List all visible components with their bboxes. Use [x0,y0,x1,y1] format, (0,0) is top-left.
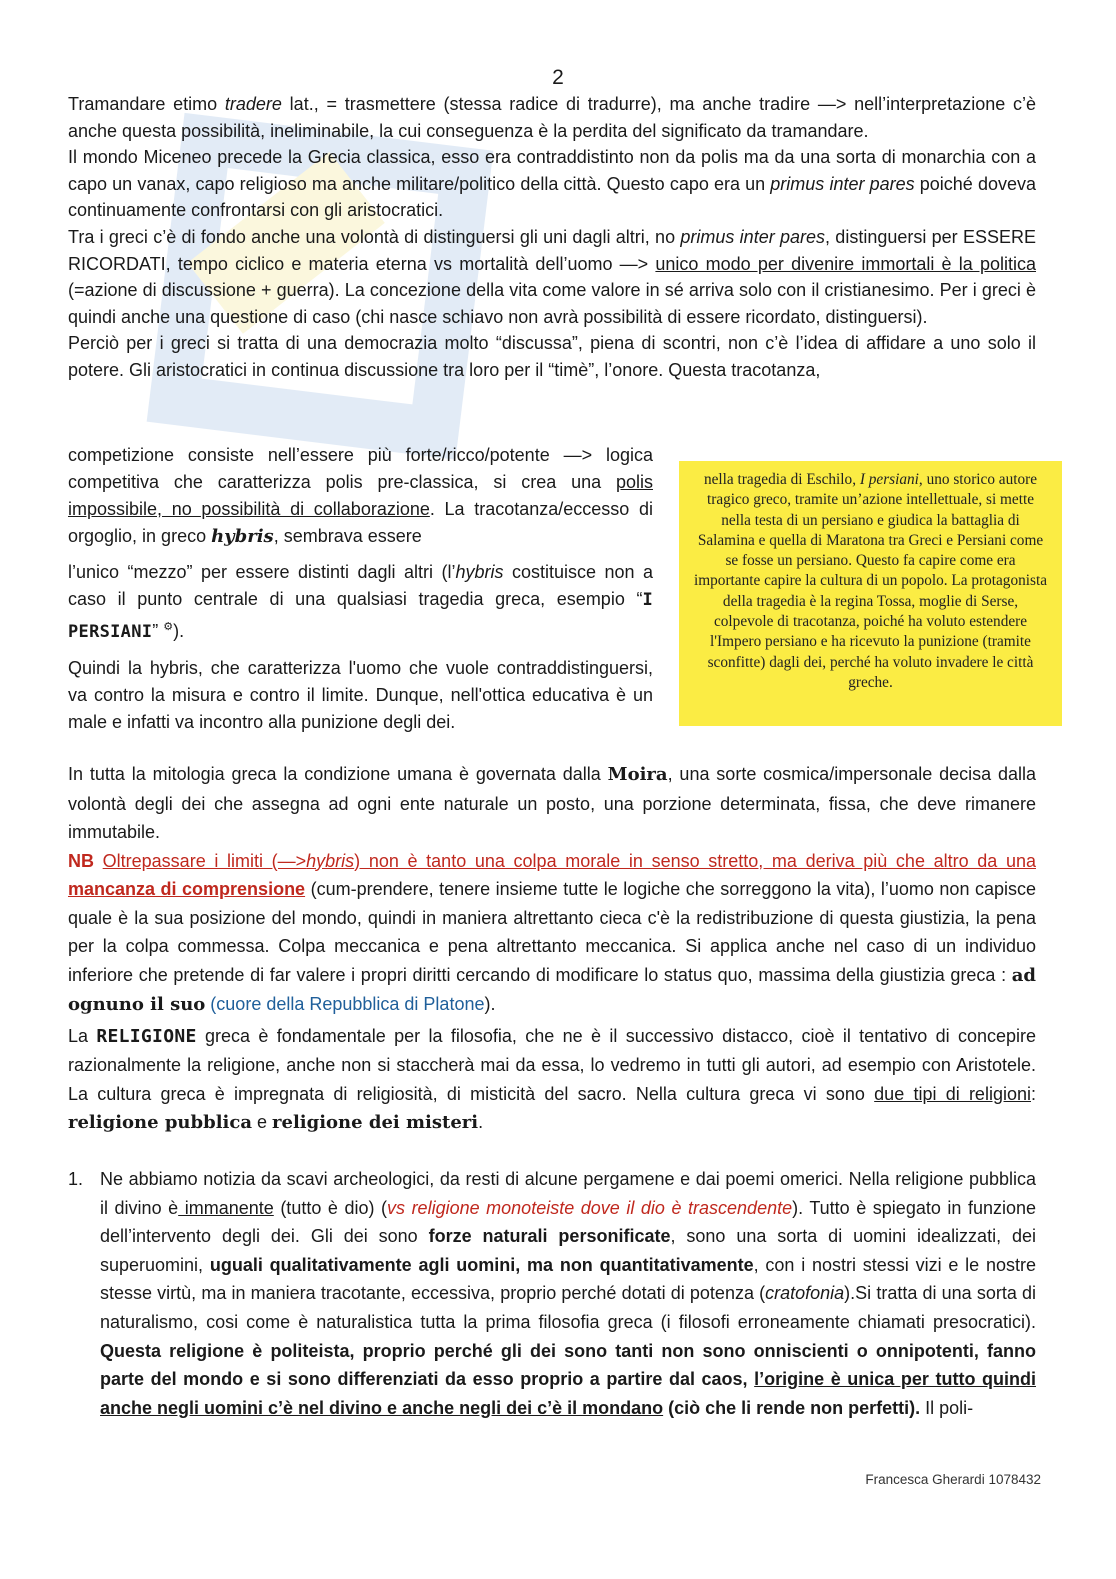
paragraph-lower-block [68,760,1036,1138]
link-icon: ⚙ [163,621,174,633]
sticky-note: nella tragedia di Eschilo, I persiani, uno storico autore tragico greco, tramite un’azione intellettuale, si mette nella testa di un persiano e giudica la battaglia di Salamina e quella di Maratona tra Greci e Persiani come se fosse un persiano. Questo fa capire come era importante capire la cultura di un popolo. La protagonista della tragedia è la regina Tossa, moglie di Serse, colpevole di tracotanza, poiché ha voluto estendere l'Impero persiano e ha ricevuto la punizione (tramite sconfitte) dagli dei, perché ha voluto invadere le città greche. [679,461,1062,726]
paragraph-moira: In tutta la mitologia greca la condizione umana è governata dalla Moira, una sorte cosmica/impersonale decisa dalla volontà degli dei che assegna ad ogni ente naturale un posto, una porzione determinata, fissa, che deve rimanere immutabile. [68,764,1036,842]
paragraph-democrazia: Perciò per i greci si tratta di una democrazia molto “discussa”, piena di scontri, non c’è l’idea di affidare a uno solo il potere. Gli aristocratici in continua discussione tra loro per il “timè”, l’onore. Questa tracotanza, [68,333,1036,380]
paragraph-miceneo: Il mondo Miceneo precede la Grecia classica, esso era contraddistinto non da polis ma da una sorta di monarchia con a capo un vanax, capo religioso ma anche militare/politico della città. Questo capo era un primus inter pares poiché doveva continuamente confrontarsi con gli aristocratici. [68,147,1036,221]
paragraph-mezzo: l’unico “mezzo” per essere distinti dagli altri (l’hybris costituisce non a caso il punto centrale di una qualsiasi tragedia greca, esempio “I PERSIANI” ⚙). [68,562,653,642]
paragraph-distinguersi: Tra i greci c’è di fondo anche una volontà di distinguersi gli uni dagli altri, no primus inter pares, distinguersi per ESSERE RICORDATI, tempo ciclico e materia eterna vs mortalità dell’uomo —> unico modo per divenire immortali è la politica (=azione di discussione + guerra). La concezione della vita come valore in sé arriva solo con il cristianesimo. Per i greci è quindi anche una questione di caso (chi nasce schiavo non avrà possibilità di essere ricordato, distinguersi). [68,226,1037,327]
paragraph-etimo: Tramandare etimo tradere lat., = trasmettere (stessa radice di tradurre), ma anche tradire —> nell’interpretazione c’è anche questa possibilità, ineliminabile, la cui conseguenza è la perdita del significato da tramandare. [68,94,1036,141]
list-item [68,1165,1036,1422]
persiani-label: I PERSIANI [68,590,653,642]
list-item-text: Ne abbiamo notizia da scavi archeologici, da resti di alcune pergamene e dai poemi omerici. Nella religione pubblica il divino è immanente (tutto è dio) (vs religione monoteiste dove il dio è trascendente). Tutto è spiegato in funzione dell’intervento degli dei. Gli dei sono forze naturali personificate, sono una sorta di uomini idealizzati, dei superuomini, uguali qualitativamente agli uomini, ma non quantitativamente, con i nostri stessi vizi e le nostre stesse virtù, ma in maniera tracotante, eccessiva, proprio perché dotati di potenza (cratofonia).Si tratta di una sorta di naturalismo, cosi come è naturalistica tutta la prima filosofia greca (i filosofi erroneamente chiamati presocratici). Questa religione è politeista, proprio perché gli dei sono tanti non sono onniscienti o onnipotenti, fanno parte del mondo e si sono differenziati da esso proprio a partire dal caos, l’origine è unica per tutto quindi anche negli uomini c’è nel divino e anche negli dei c’è il mondano (ciò che li rende non perfetti). Il poli- [100,1169,1037,1418]
paragraph-misura: Quindi la hybris, che caratterizza l'uomo che vuole contraddistinguersi, va contro la misura e contro il limite. Dunque, nell'ottica educativa è un male e infatti va incontro alla punizione degli dei. [68,658,653,732]
footer-author: Francesca Gherardi 1078432 [865,1472,1041,1487]
paragraph-competizione: competizione consiste nell’essere più forte/ricco/potente —> logica competitiva che caratterizza polis pre-classica, si crea una polis impossibile, no possibilità di collaborazione. La tracotanza/eccesso di orgoglio, in greco hybris, sembrava essere [68,445,654,547]
list-number: 1. [68,1169,84,1189]
page-number: 2 [552,66,564,89]
document-body [68,91,1036,384]
religione-label: RELIGIONE [96,1025,197,1047]
paragraph-nb: NB Oltrepassare i limiti (—>hybris) non è tanto una colpa morale in senso stretto, ma deriva più che altro da una mancanza di comprensione (cum-prendere, tenere insieme tutte le logiche che sorreggono la vita), l’uomo non capisce quale è la sua posizione del mondo, quindi in maniera altrettanto cieca c'è la redistribuzione di questa giustizia, la pena per la colpa commessa. Colpa meccanica e pena altrettanto meccanica. Si applica anche nel caso di un individuo inferiore che pretende di far valere i propri diritti cercando di modificare lo status quo, massima della giustizia greca : ad ognuno il suo (cuore della Repubblica di Platone). [68,850,1036,1015]
paragraph-hybris-column [68,442,653,736]
paragraph-religione: La RELIGIONE greca è fondamentale per la filosofia, che ne è il successivo distacco, cioè il tentativo di concepire razionalmente la religione, anche non si staccherà mai da essa, lo vedremo in tutti gli autori, ad esempio con Aristotele. La cultura greca è impregnata di religiosità, di misticità del sacro. Nella cultura greca vi sono due tipi di religioni: religione pubblica e religione dei misteri. [68,1025,1036,1133]
